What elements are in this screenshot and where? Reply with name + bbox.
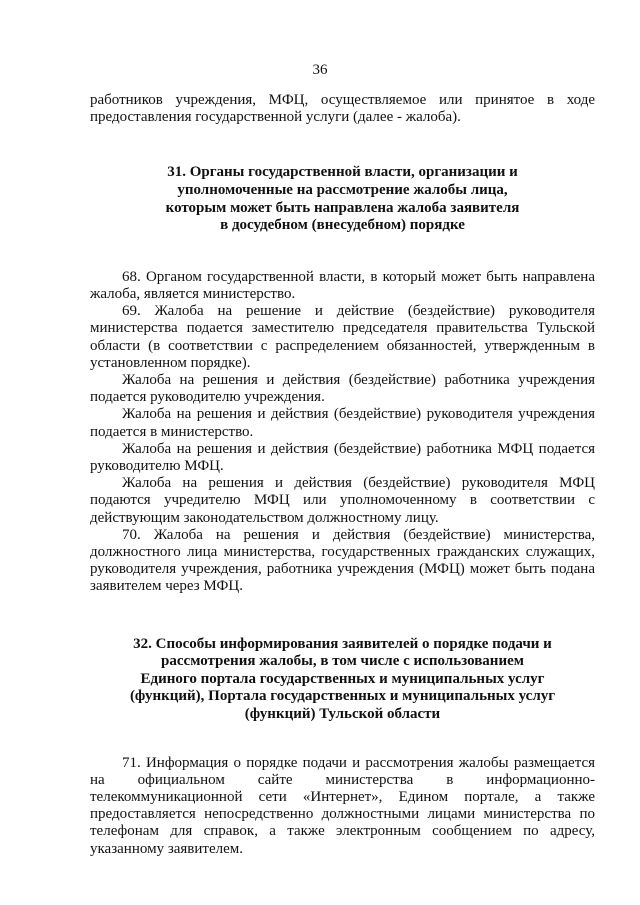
intro-paragraph: работников учреждения, МФЦ, осуществляемое или принятое в ходе предоставления государственной услуги (далее - жалоба). xyxy=(90,92,595,126)
section-32-heading-line: (функций), Портала государственных и муниципальных услуг xyxy=(129,688,556,705)
section-31-heading-line: 31. Органы государственной власти, организации и xyxy=(167,164,518,181)
section-32-heading-line: 32. Способы информирования заявителей о порядке подачи и xyxy=(133,635,552,652)
section-32-heading-line: (функций) Тульской области xyxy=(244,706,441,723)
paragraph-71: 71. Информация о порядке подачи и рассмотрения жалобы размещается на официальном сайте министерства в информационно-телекоммуникационной сети «Интернет», Едином портале, а также предоставляется непосредственно должностными лицами министерства по телефонам для справок, а также электронным сообщением по адресу, указанному заявителем. xyxy=(90,754,595,857)
page-number: 36 xyxy=(312,62,328,78)
section-31-heading-line: которым может быть направлена жалоба заявителя xyxy=(165,199,520,216)
paragraph-69: 69. Жалоба на решение и действие (бездействие) руководителя министерства подается заместителю председателя правительства Тульской области (в соответствии с распределением обязанностей, утвержденным в установленном порядке). xyxy=(90,303,595,371)
paragraph-head-complaint: Жалоба на решения и действия (бездействие) руководителя учреждения подается в министерство. xyxy=(90,406,595,440)
paragraph-68: 68. Органом государственной власти, в который может быть направлена жалоба, является министерство. xyxy=(90,268,595,302)
section-31-heading-line: в досудебном (внесудебном) порядке xyxy=(220,217,465,234)
paragraph-employee-complaint: Жалоба на решения и действия (бездействие) работника учреждения подается руководителю учреждения. xyxy=(90,372,595,406)
paragraph-70: 70. Жалоба на решения и действия (бездействие) министерства, должностного лица министерства, государственных гражданских служащих, руководителя учреждения, работника учреждения (МФЦ) может быть подана заявителем через МФЦ. xyxy=(90,526,595,595)
paragraph-mfc-head-complaint: Жалоба на решения и действия (бездействие) руководителя МФЦ подаются учредителю МФЦ или уполномоченному в соответствии с действующим законодательством должностному лицу. xyxy=(90,475,595,526)
section-31-heading-line: уполномоченные на рассмотрение жалобы лица, xyxy=(177,182,508,198)
paragraph-mfc-employee-complaint: Жалоба на решения и действия (бездействие) работника МФЦ подается руководителю МФЦ. xyxy=(90,440,595,475)
section-32-heading xyxy=(90,636,595,724)
document-body xyxy=(90,92,595,858)
section-32-heading-line: рассмотрения жалобы, в том числе с использованием xyxy=(161,653,524,670)
section-31-heading xyxy=(90,164,595,234)
section-32-heading-line: Единого портала государственных и муниципальных услуг xyxy=(140,670,545,687)
